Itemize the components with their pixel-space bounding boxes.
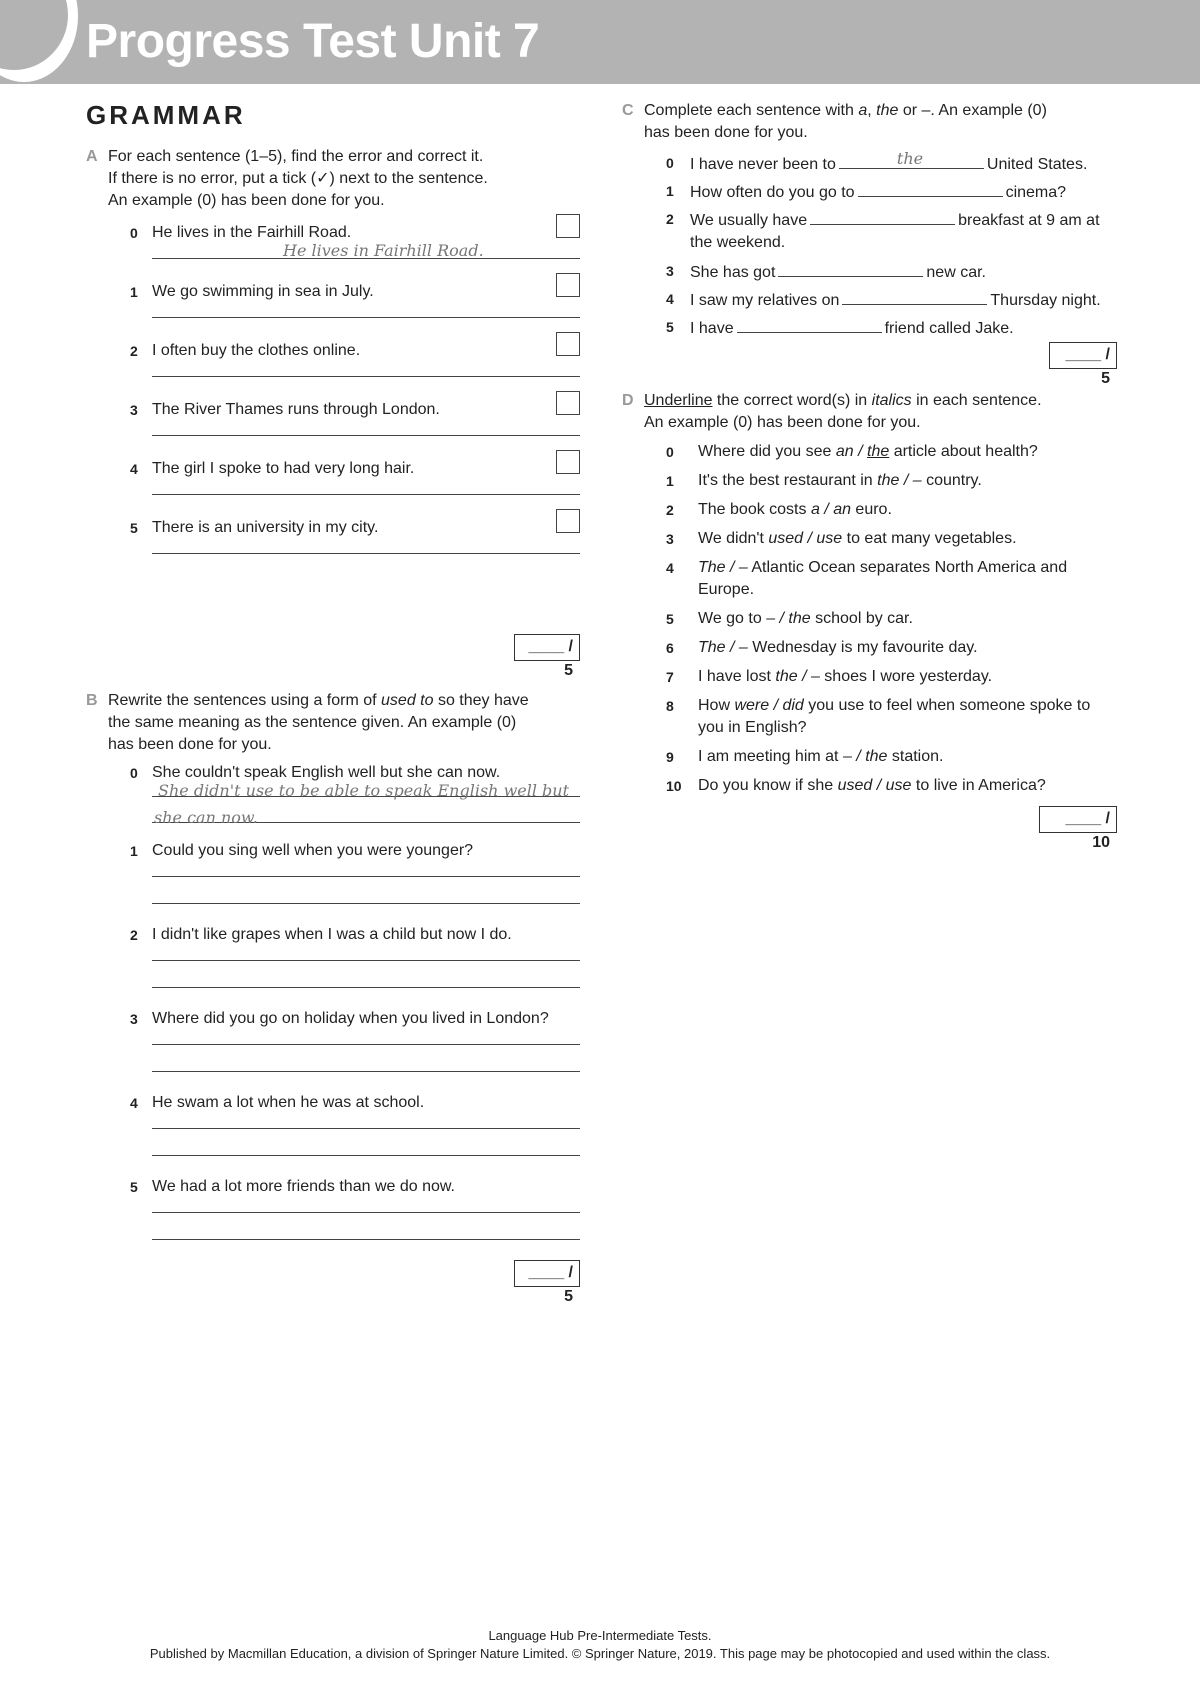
choice-item: [644, 608, 1117, 637]
sentence-text: Where did you go on holiday when you lived in London?: [152, 1010, 549, 1027]
item-number: 2: [666, 502, 674, 518]
instruction-line: the same meaning as the sentence given. An example (0): [108, 714, 517, 731]
item-number: 4: [666, 560, 674, 576]
instruction-italic: the: [876, 102, 899, 119]
instruction-italic: italics: [871, 392, 912, 409]
handwritten-answer: she can now.: [154, 808, 258, 827]
sentence-text: Thursday night.: [990, 292, 1101, 309]
sentence-item: [108, 517, 580, 576]
item-number: 5: [130, 1179, 138, 1195]
footer-line-1: Language Hub Pre-Intermediate Tests.: [488, 1628, 712, 1643]
grammar-heading: GRAMMAR: [86, 100, 246, 130]
gap-blank[interactable]: [778, 260, 923, 277]
gap-blank[interactable]: [858, 180, 1003, 197]
choice-option[interactable]: an /: [835, 443, 867, 460]
answer-line[interactable]: [152, 435, 580, 436]
answer-line[interactable]: [152, 376, 580, 377]
item-number: 3: [130, 402, 138, 418]
choice-option[interactable]: – / the: [766, 610, 811, 627]
item-number: 2: [666, 211, 674, 227]
answer-line[interactable]: [152, 987, 580, 988]
item-number: 4: [130, 1095, 138, 1111]
choice-option[interactable]: The / –: [698, 559, 748, 576]
sentence-text: to live in America?: [911, 777, 1046, 794]
item-number: 2: [130, 927, 138, 943]
section-d-score[interactable]: ____ / 10: [1039, 806, 1117, 833]
sentence-text: I saw my relatives on: [690, 292, 840, 309]
section-b: [86, 690, 580, 1260]
sentence-text: I am meeting him at: [698, 748, 843, 765]
gap-blank[interactable]: [810, 208, 955, 225]
sentence-text: We had a lot more friends than we do now.: [152, 1178, 455, 1195]
section-b-score[interactable]: ____ / 5: [514, 1260, 580, 1287]
choice-item: [644, 775, 1117, 804]
item-number: 7: [666, 669, 674, 685]
item-number: 10: [666, 778, 682, 794]
instruction-text: Complete each sentence with: [644, 102, 859, 119]
section-c-score[interactable]: ____ / 5: [1049, 342, 1117, 369]
tick-box[interactable]: [556, 214, 580, 238]
item-number: 0: [130, 225, 138, 241]
tick-box[interactable]: [556, 332, 580, 356]
instruction-underlined: Underline: [644, 392, 713, 409]
item-number: 1: [666, 473, 674, 489]
choice-option[interactable]: the / –: [877, 472, 922, 489]
sentence-text: How: [698, 697, 735, 714]
sentence-text: I didn't like grapes when I was a child but now I do.: [152, 926, 512, 943]
item-number: 5: [666, 319, 674, 335]
gap-fill-item: [644, 208, 1117, 260]
sentence-text: Wednesday is my favourite day.: [747, 639, 978, 656]
sentence-item: [108, 458, 580, 517]
sentence-text: article about health?: [889, 443, 1038, 460]
item-number: 6: [666, 640, 674, 656]
section-b-letter: B: [86, 692, 98, 709]
sentence-text: I have lost: [698, 668, 776, 685]
item-number: 5: [130, 520, 138, 536]
instruction-text: so they have: [433, 692, 529, 709]
gap-fill-item: [644, 316, 1117, 344]
sentence-text: you use to feel when someone spoke to: [803, 697, 1091, 714]
answer-line[interactable]: [152, 1155, 580, 1156]
sentence-text: shoes I wore yesterday.: [819, 668, 993, 685]
answer-line[interactable]: [152, 960, 580, 961]
choice-item: [644, 666, 1117, 695]
sentence-text: I have: [690, 320, 734, 337]
section-d: [622, 390, 1117, 851]
choice-option-underlined[interactable]: the: [867, 443, 890, 460]
answer-line[interactable]: [152, 317, 580, 318]
sentence-text: We usually have: [690, 212, 808, 229]
tick-box[interactable]: [556, 273, 580, 297]
sentence-text: Atlantic Ocean separates North America and: [747, 559, 1068, 576]
sentence-item: [108, 840, 580, 924]
sentence-text: station.: [887, 748, 944, 765]
section-b-instruction: [108, 690, 580, 756]
sentence-text: It's the best restaurant in: [698, 472, 878, 489]
sentence-text: school by car.: [810, 610, 913, 627]
choice-item: [644, 528, 1117, 557]
sentence-text: I often buy the clothes online.: [152, 342, 361, 359]
sentence-text: I have never been to: [690, 156, 836, 173]
item-number: 3: [666, 531, 674, 547]
sentence-item: [108, 399, 580, 458]
sentence-text: Could you sing well when you were younger?: [152, 842, 474, 859]
footer-line-2: Published by Macmillan Education, a division of Springer Nature Limited. © Springer Nature, 2019. This page may be photocopied and used within the class.: [149, 1646, 1051, 1661]
item-number: 1: [130, 284, 138, 300]
sentence-text: We go swimming in sea in July.: [152, 283, 374, 300]
item-number: 2: [130, 343, 138, 359]
sentence-item: [108, 281, 580, 340]
instruction-italic: a: [858, 102, 868, 119]
gap-fill-item: [644, 288, 1117, 316]
item-number: 1: [666, 183, 674, 199]
item-number: 8: [666, 698, 674, 714]
item-number: 0: [130, 765, 138, 781]
sentence-text: new car.: [926, 264, 986, 281]
answer-line[interactable]: [152, 1071, 580, 1072]
instruction-text: the correct word(s) in: [712, 392, 872, 409]
item-number: 5: [666, 611, 674, 627]
gap-blank[interactable]: [839, 149, 984, 169]
sentence-text: The girl I spoke to had very long hair.: [152, 460, 415, 477]
section-c-instruction: [644, 100, 1117, 144]
section-a-instruction: [108, 146, 580, 212]
instruction-text: Rewrite the sentences using a form of: [108, 692, 382, 709]
sentence-text: Europe.: [698, 581, 755, 598]
answer-line[interactable]: [152, 553, 580, 554]
sentence-text: There is an university in my city.: [152, 519, 379, 536]
sentence-item: [108, 1176, 580, 1260]
header-banner: [0, 0, 1200, 84]
instruction-line: has been done for you.: [108, 736, 272, 753]
answer-line[interactable]: [152, 1128, 580, 1129]
left-column: [86, 100, 580, 1305]
answer-line[interactable]: [152, 1239, 580, 1240]
choice-option[interactable]: used / use: [837, 777, 912, 794]
choice-item: [644, 695, 1117, 746]
item-number: 4: [666, 291, 674, 307]
instruction-text: or –. An example (0): [898, 102, 1047, 119]
choice-item: [644, 557, 1117, 608]
sentence-text: Do you know if she: [698, 777, 838, 794]
sentence-text: United States.: [986, 156, 1088, 173]
handwritten-answer: She didn't use to be able to speak English well but: [158, 781, 570, 800]
sentence-text: friend called Jake.: [884, 320, 1014, 337]
section-d-letter: D: [622, 392, 634, 409]
instruction-line: An example (0) has been done for you.: [644, 414, 921, 431]
handwritten-answer: the: [896, 149, 924, 168]
item-number: 4: [130, 461, 138, 477]
sentence-text: The book costs: [698, 501, 811, 518]
sentence-text: you in English?: [698, 719, 807, 736]
item-number: 1: [130, 843, 138, 859]
gap-fill-item: [644, 260, 1117, 288]
instruction-line: For each sentence (1–5), find the error and correct it.: [108, 148, 484, 165]
tick-box[interactable]: [556, 509, 580, 533]
sentence-text: How often do you go to: [690, 184, 855, 201]
choice-option[interactable]: a / an: [810, 501, 851, 518]
sentence-item: [108, 924, 580, 1008]
answer-line[interactable]: [152, 494, 580, 495]
sentence-text: to eat many vegetables.: [842, 530, 1017, 547]
sentence-text: We go to: [698, 610, 767, 627]
gap-fill-item: [644, 180, 1117, 208]
sentence-item: [108, 222, 580, 281]
choice-item: [644, 499, 1117, 528]
sentence-text: Where did you see: [698, 443, 836, 460]
gap-fill-item: [644, 149, 1117, 180]
instruction-text: ,: [867, 102, 877, 119]
choice-item: [644, 746, 1117, 775]
choice-option[interactable]: were / did: [734, 697, 804, 714]
choice-option[interactable]: The / –: [698, 639, 748, 656]
section-c: [622, 100, 1117, 387]
sentence-item: [108, 340, 580, 399]
footer: [0, 1627, 1200, 1663]
instruction-italic: used to: [381, 692, 434, 709]
section-a: [86, 146, 580, 662]
choice-item: [644, 470, 1117, 499]
item-number: 0: [666, 155, 674, 171]
sentence-text: He swam a lot when he was at school.: [152, 1094, 425, 1111]
item-number: 0: [666, 444, 674, 460]
instruction-text: in each sentence.: [911, 392, 1042, 409]
gap-blank[interactable]: [842, 288, 987, 305]
choice-option[interactable]: the / –: [775, 668, 820, 685]
sentence-text: country.: [921, 472, 982, 489]
instruction-line: An example (0) has been done for you.: [108, 192, 385, 209]
page-title: Progress Test Unit 7: [86, 15, 540, 68]
sentence-text: breakfast at 9 am at: [958, 212, 1100, 229]
handwritten-answer: He lives in Fairhill Road.: [283, 241, 484, 260]
instruction-line: has been done for you.: [644, 124, 808, 141]
sentence-text: the weekend.: [690, 234, 786, 251]
sentence-text: euro.: [850, 501, 892, 518]
choice-item: [644, 637, 1117, 666]
answer-line[interactable]: [152, 903, 580, 904]
instruction-line: If there is no error, put a tick (✓) next to the sentence.: [108, 170, 488, 187]
sentence-text: The River Thames runs through London.: [152, 401, 440, 418]
sentence-item: [108, 1008, 580, 1092]
answer-line[interactable]: [152, 1044, 580, 1045]
section-c-letter: C: [622, 102, 634, 119]
sentence-text: She has got: [690, 264, 776, 281]
sentence-text: cinema?: [1005, 184, 1067, 201]
tick-box[interactable]: [556, 450, 580, 474]
sentence-text: He lives in the Fairhill Road.: [152, 224, 352, 241]
item-number: 9: [666, 749, 674, 765]
answer-line[interactable]: [152, 1212, 580, 1213]
choice-option[interactable]: used / use: [768, 530, 843, 547]
item-number: 3: [130, 1011, 138, 1027]
right-column: [622, 100, 1117, 851]
item-number: 3: [666, 263, 674, 279]
answer-line[interactable]: [152, 876, 580, 877]
sentence-item: [108, 762, 580, 840]
sentence-item: [108, 1092, 580, 1176]
sentence-text: She couldn't speak English well but she can now.: [152, 764, 501, 781]
section-a-score[interactable]: ____ / 5: [514, 634, 580, 661]
section-d-instruction: [644, 390, 1117, 434]
choice-option[interactable]: – / the: [842, 748, 888, 765]
choice-item: [644, 441, 1117, 470]
tick-box[interactable]: [556, 391, 580, 415]
section-a-letter: A: [86, 148, 98, 165]
sentence-text: We didn't: [698, 530, 769, 547]
gap-blank[interactable]: [737, 316, 882, 333]
